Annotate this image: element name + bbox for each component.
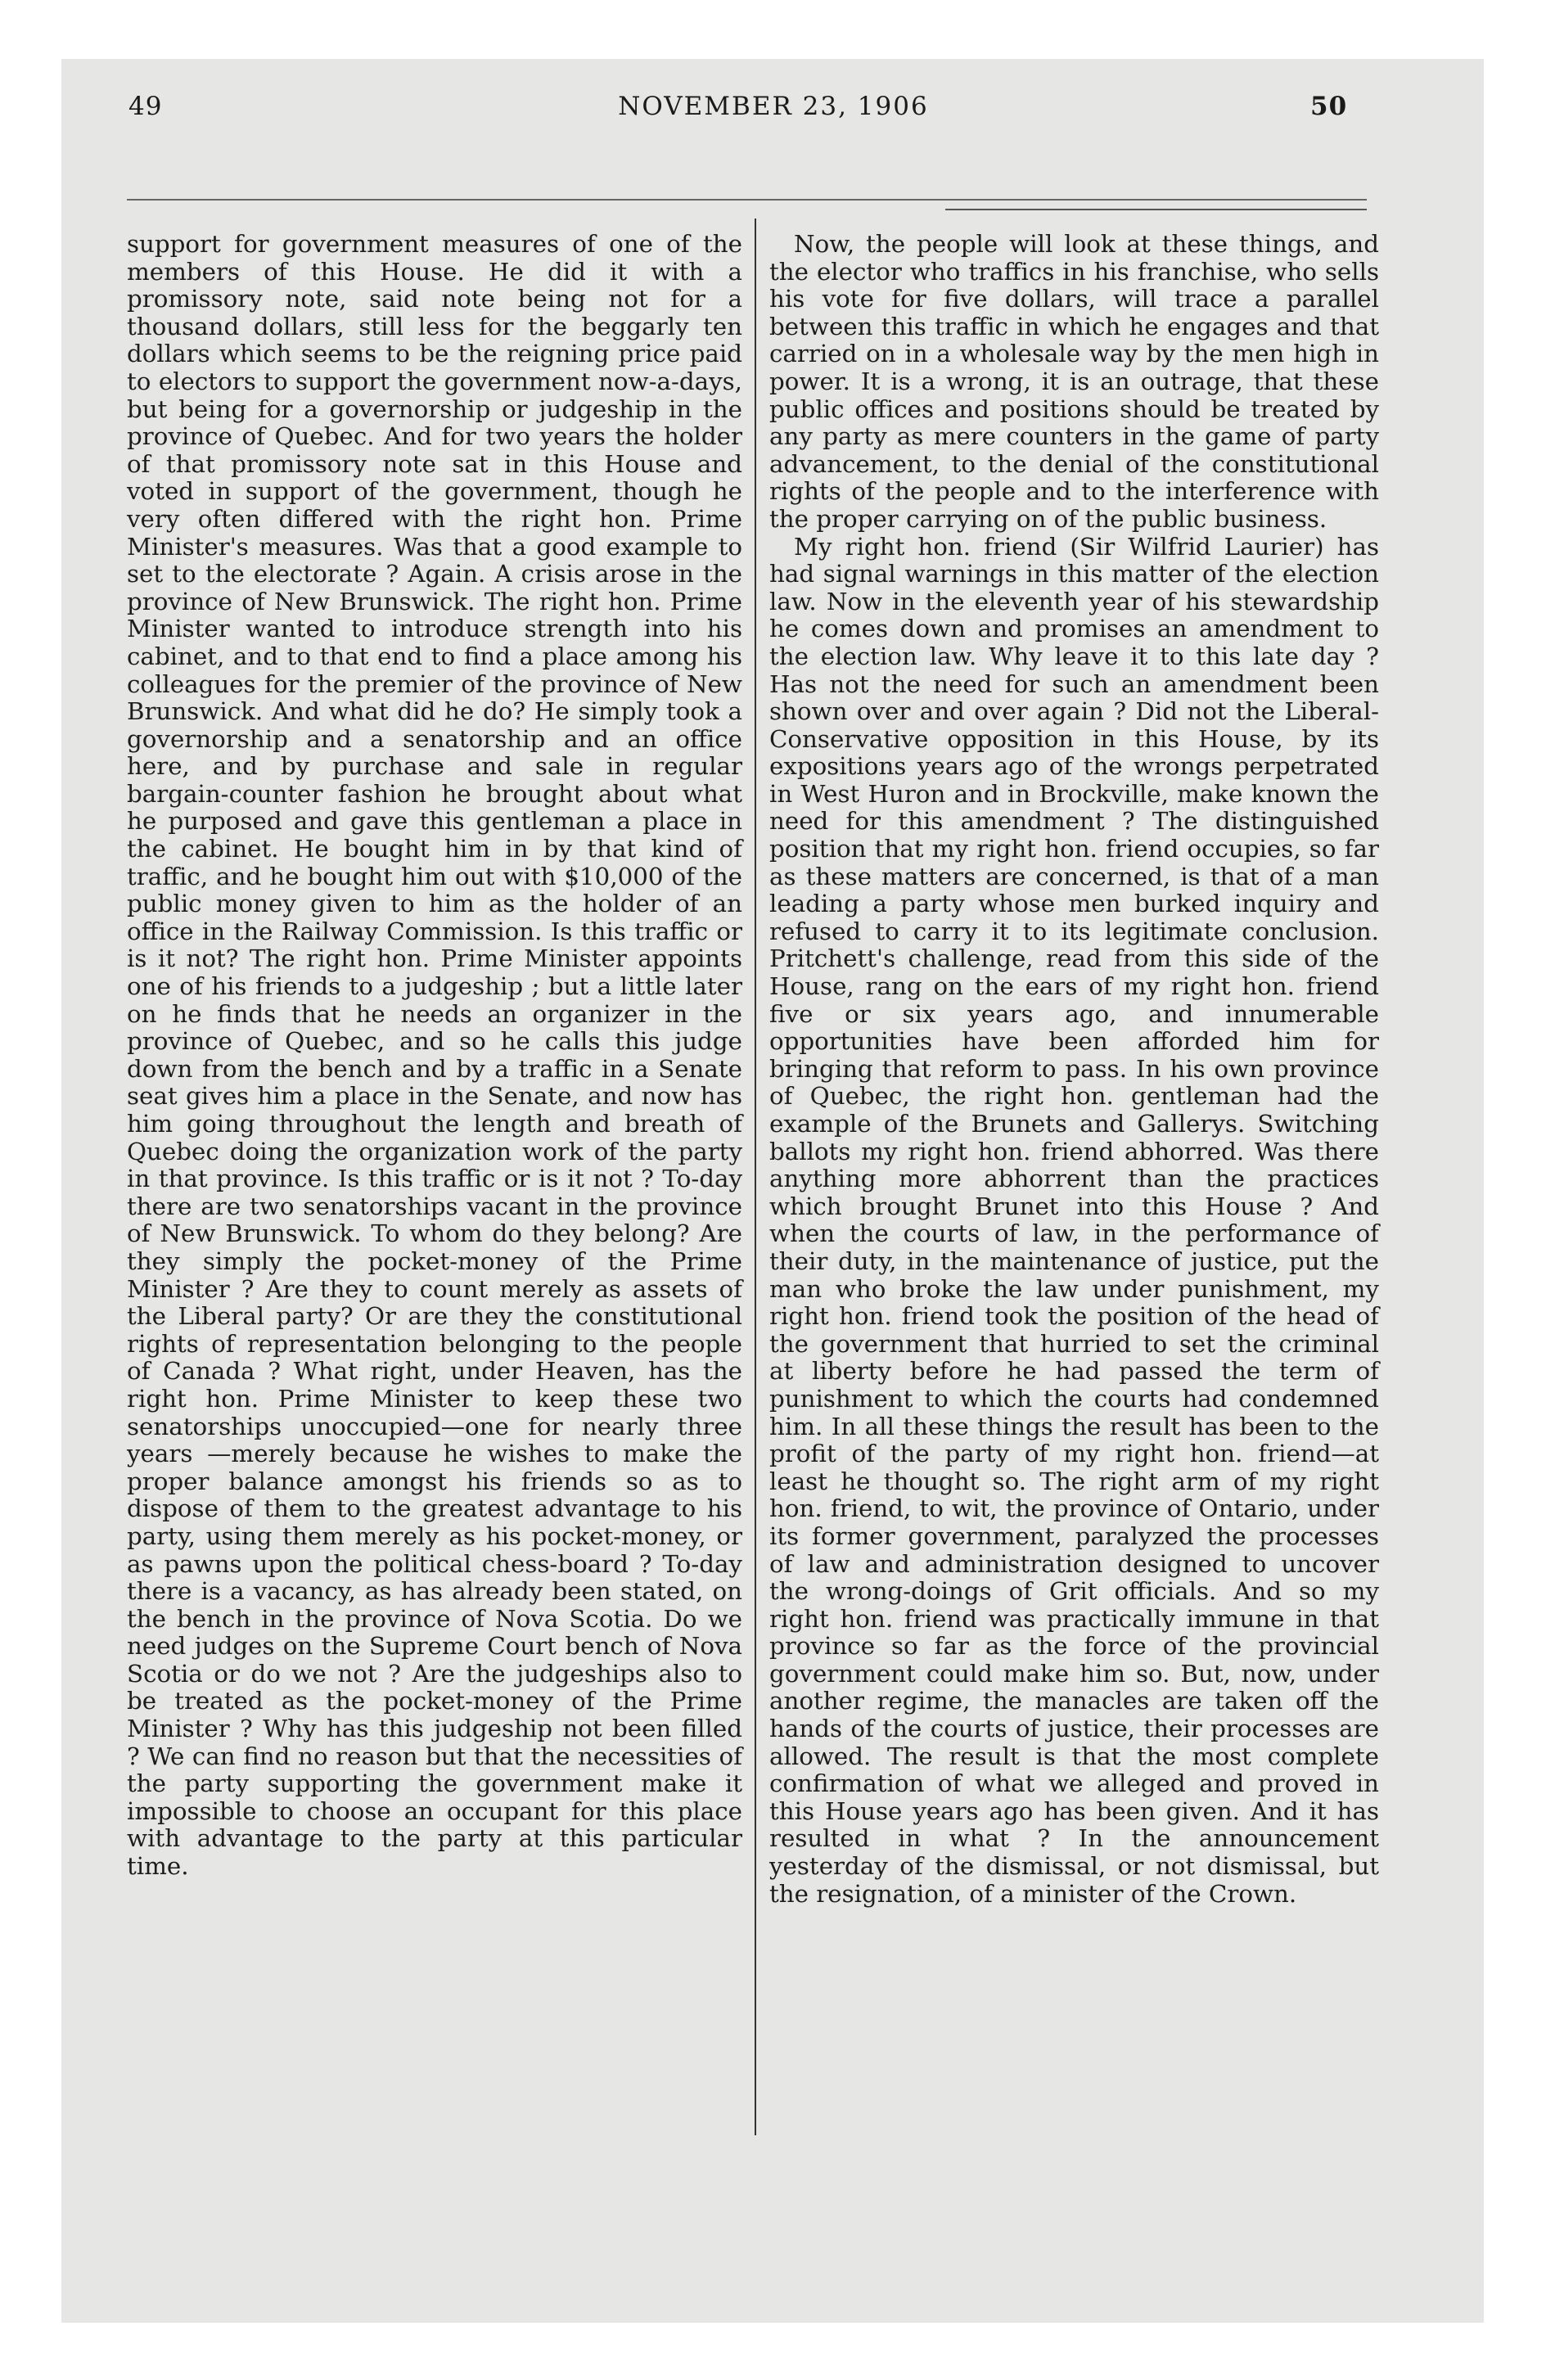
- left-paragraph: support for government measures of one of the members of this House. He did it with a promissory note, said note being not for a thousand dollars, still less for the beggarly ten dollars which seems to be the reigning price paid to electors to support the government now-a-days, but being for a governorship or judgeship in the province of Quebec. And for two years the holder of that promissory note sat in this House and voted in support of the government, though he very often differed with the right hon. Prime Minister's measures. Was that a good example to set to the electorate ? Again. A crisis arose in the province of New Brunswick. The right hon. Prime Minister wanted to introduce strength into his cabinet, and to that end to find a place among his colleagues for the premier of the province of New Brunswick. And what did he do? He simply took a governorship and a senatorship and an office here, and by purchase and sale in regular bargain-counter fashion he brought about what he purposed and gave this gentleman a place in the cabinet. He bought him in by that kind of traffic, and he bought him out with $10,000 of the public money given to him as the holder of an office in the Railway Commission. Is this traffic or is it not? The right hon. Prime Minister appoints one of his friends to a judgeship ; but a little later on he finds that he needs an organizer in the province of Quebec, and so he calls this judge down from the bench and by a traffic in a Senate seat gives him a place in the Senate, and now has him going throughout the length and breath of Quebec doing the organization work of the party in that province. Is this traffic or is it not ? To-day there are two senatorships vacant in the province of New Brunswick. To whom do they belong? Are they simply the pocket-money of the Prime Minister ? Are they to count merely as assets of the Liberal party? Or are they the constitutional rights of representation belonging to the people of Canada ? What right, under Heaven, has the right hon. Prime Minister to keep these two senatorships unoccupied—one for nearly three years —merely because he wishes to make the proper balance amongst his friends so as to dispose of them to the greatest advantage to his party, using them merely as his pocket-money, or as pawns upon the political chess-board ? To-day there is a vacancy, as has already been stated, on the bench in the province of Nova Scotia. Do we need judges on the Supreme Court bench of Nova Scotia or do we not ? Are the judgeships also to be treated as the pocket-money of the Prime Minister ? Why has this judgeship not been filled ? We can find no reason but that the necessities of the party supporting the government make it impossible to choose an occupant for this place with advantage to the party at this particular time.: [127, 230, 742, 1881]
- right-paragraph-2: My right hon. friend (Sir Wilfrid Laurier) has had signal warnings in this matter of the election law. Now in the eleventh year of his stewardship he comes down and promises an amendment to the election law. Why leave it to this late day ? Has not the need for such an amendment been shown over and over again ? Did not the Liberal-Conservative opposition in this House, by its expositions years ago of the wrongs perpetrated in West Huron and in Brockville, make known the need for this amendment ? The distinguished position that my right hon. friend occupies, so far as these matters are concerned, is that of a man leading a party whose men burked inquiry and refused to carry it to its legitimate conclusion. Pritchett's challenge, read from this side of the House, rang on the ears of my right hon. friend five or six years ago, and innumerable opportunities have been afforded him for bringing that reform to pass. In his own province of Quebec, the right hon. gentleman had the example of the Brunets and Gallerys. Switching ballots my right hon. friend abhorred. Was there anything more abhorrent than the practices which brought Brunet into this House ? And when the courts of law, in the performance of their duty, in the maintenance of justice, put the man who broke the law under punishment, my right hon. friend took the position of the head of the government that hurried to set the criminal at liberty before he had passed the term of punishment to which the courts had condemned him. In all these things the result has been to the profit of the party of my right hon. friend—at least he thought so. The right arm of my right hon. friend, to wit, the province of Ontario, under its former government, paralyzed the processes of law and administration designed to uncover the wrong-doings of Grit officials. And so my right hon. friend was practically immune in that province so far as the force of the provincial government could make him so. But, now, under another regime, the manacles are taken off the hands of the courts of justice, their processes are allowed. The result is that the most complete confirmation of what we alleged and proved in this House years ago has been given. And it has resulted in what ? In the announcement yesterday of the dismissal, or not dismissal, but the resignation, of a minister of the Crown.: [769, 532, 1379, 1908]
- header-rule-right: [945, 199, 1367, 201]
- right-column: [769, 231, 1379, 2130]
- left-column: [127, 231, 742, 2130]
- page-number-right: 50: [1310, 92, 1348, 121]
- header-rule-left: [127, 199, 945, 201]
- column-divider: [755, 219, 756, 2135]
- header-date: NOVEMBER 23, 1906: [618, 92, 929, 121]
- right-paragraph-1: Now, the people will look at these things, and the elector who traffics in his franchise, who sells his vote for five dollars, will trace a parallel between this traffic in which he engages and that carried on in a wholesale way by the men high in power. It is a wrong, it is an outrage, that these public offices and positions should be treated by any party as mere counters in the game of party advancement, to the denial of the constitutional rights of the people and to the interference with the proper carrying on of the public business.: [769, 230, 1379, 533]
- header-rule-right-double: [945, 209, 1367, 210]
- page-number-left: 49: [128, 92, 163, 121]
